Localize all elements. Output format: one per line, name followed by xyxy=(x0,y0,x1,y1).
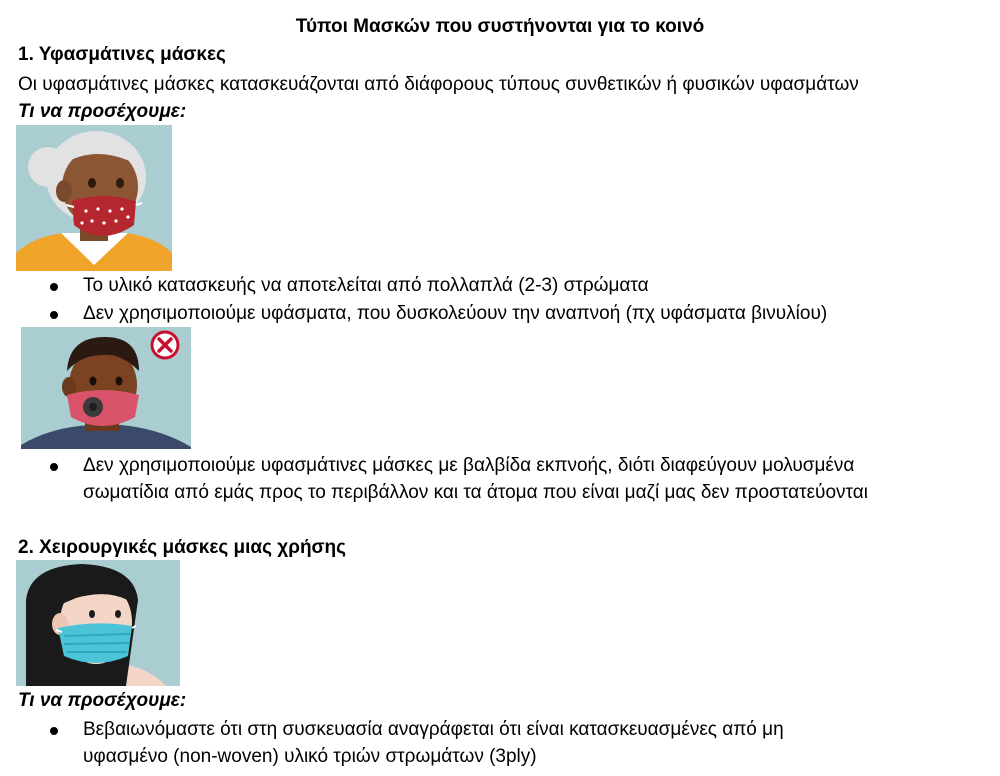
bullet-dot xyxy=(50,311,58,319)
section2-bullet-line1: Βεβαιωνόμαστε ότι στη συσκευασία αναγράφεται ότι είναι κατασκευασμένες από μη xyxy=(83,719,784,740)
valve-bullet-line1: Δεν χρησιμοποιούμε υφασμάτινες μάσκες με βαλβίδα εκπνοής, διότι διαφεύγουν μολυσμένα xyxy=(83,455,855,476)
section2-bullet-line2: υφασμένο (non-woven) υλικό τριών στρωμάτων (3ply) xyxy=(83,746,537,767)
bullet-dot xyxy=(50,283,58,291)
section2-attention: Τι να προσέχουμε: xyxy=(18,690,187,711)
valve-bullet-line2: σωματίδια από εμάς προς το περιβάλλον και τα άτομα που είναι μαζί μας δεν προστατεύονται xyxy=(83,482,868,503)
section1-attention: Τι να προσέχουμε: xyxy=(18,101,187,122)
section1-intro: Οι υφασμάτινες μάσκες κατασκευάζονται από διάφορους τύπους συνθετικών ή φυσικών υφασμάτων xyxy=(18,74,859,95)
man-with-valve-mask-illustration xyxy=(21,327,191,449)
bullet-dot xyxy=(50,727,58,735)
section1-bullet-2: Δεν χρησιμοποιούμε υφάσματα, που δυσκολεύουν την αναπνοή (πχ υφάσματα βινυλίου) xyxy=(83,303,828,324)
woman-with-surgical-mask-illustration xyxy=(16,560,180,686)
bullet-dot xyxy=(50,463,58,471)
section1-bullet-1: Το υλικό κατασκευής να αποτελείται από πολλαπλά (2-3) στρώματα xyxy=(83,275,649,296)
red-x-icon xyxy=(152,332,178,358)
section2-heading: 2. Χειρουργικές μάσκες μιας χρήσης xyxy=(18,537,347,558)
section1-heading: 1. Υφασμάτινες μάσκες xyxy=(18,44,226,65)
document-title: Τύποι Μασκών που συστήνονται για το κοινό xyxy=(295,16,705,37)
woman-with-red-cloth-mask-illustration xyxy=(16,125,172,271)
